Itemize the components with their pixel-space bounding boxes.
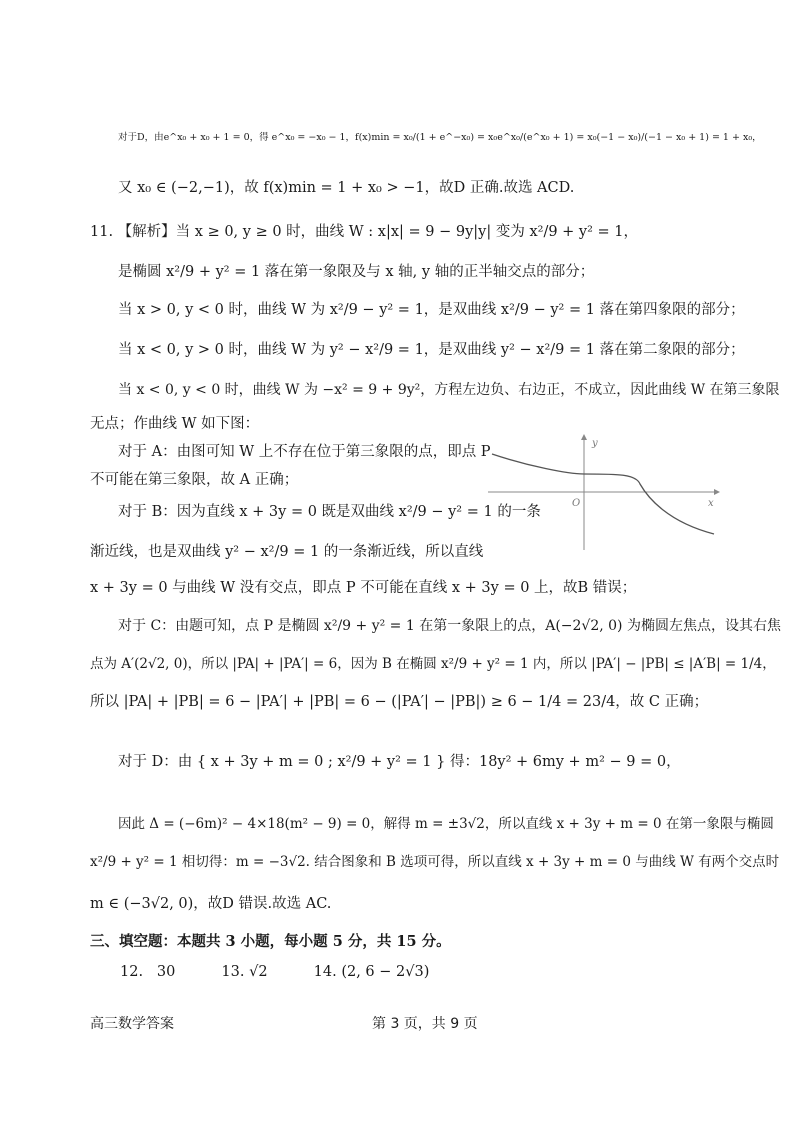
line-option-c-3: 所以 |PA| + |PB| = 6 − |PA′| + |PB| = 6 − (|PA′| − |PB|) ≥ 6 − 1/4 = 23/4，故 C 正确； (90, 694, 709, 710)
line-option-d-conclusion: m ∈ (−3√2, 0)，故D 错误.故选 AC. (90, 896, 332, 912)
footer-page-number: 第 3 页，共 9 页 (372, 1016, 478, 1032)
line-option-b-1: 对于 B：因为直线 x + 3y = 0 既是双曲线 x²/9 − y² = 1 的一条 (118, 504, 541, 520)
y-axis-arrow (581, 434, 587, 440)
line-q11-quadrant4: 当 x > 0, y < 0 时，曲线 W 为 x²/9 − y² = 1，是双曲线 x²/9 − y² = 1 落在第四象限的部分； (118, 302, 745, 318)
line-option-d-tangent: x²/9 + y² = 1 相切得：m = −3√2. 结合图象和 B 选项可得，所以直线 x + 3y + m = 0 与曲线 W 有两个交点时 (90, 854, 780, 870)
line-d-derivation: 对于D，由e^x₀ + x₀ + 1 = 0，得 e^x₀ = −x₀ − 1，f(x)min = x₀/(1 + e^−x₀) = x₀e^x₀/(e^x₀ + 1) = x₀(−1 − x₀)/(−1 − x₀ + 1) = 1 + x₀， (118, 132, 762, 143)
x-axis-arrow (714, 489, 720, 495)
line-q11-draw: 无点；作曲线 W 如下图： (90, 416, 260, 432)
origin-label: O (572, 498, 581, 509)
line-option-c-1: 对于 C：由题可知，点 P 是椭圆 x²/9 + y² = 1 在第一象限上的点，A(−2√2, 0) 为椭圆左焦点，设其右焦 (118, 618, 781, 634)
line-q11-quadrant3: 当 x < 0, y < 0 时，曲线 W 为 −x² = 9 + 9y²，方程左边负、右边正，不成立，因此曲线 W 在第三象限 (118, 382, 780, 398)
line-q11-ellipse: 是椭圆 x²/9 + y² = 1 落在第一象限及与 x 轴, y 轴的正半轴交点的部分； (118, 264, 595, 280)
section-heading-fill-blank: 三、填空题：本题共 3 小题，每小题 5 分，共 15 分。 (90, 933, 451, 950)
x-axis-label: x (708, 498, 714, 509)
curve-w-graph (488, 432, 720, 550)
line-option-b-2: 渐近线，也是双曲线 y² − x²/9 = 1 的一条渐近线，所以直线 (90, 544, 484, 560)
answers-line: 12. 30 13. √2 14. (2, 6 − 2√3) (120, 964, 430, 980)
line-option-a-1: 对于 A：由图可知 W 上不存在位于第三象限的点，即点 P (118, 444, 491, 460)
line-option-d-discriminant: 因此 Δ = (−6m)² − 4×18(m² − 9) = 0，解得 m = ±3√2，所以直线 x + 3y + m = 0 在第一象限与椭圆 (118, 816, 774, 832)
line-option-a-2: 不可能在第三象限，故 A 正确； (90, 472, 299, 488)
line-q11-header: 11. 【解析】当 x ≥ 0, y ≥ 0 时，曲线 W : x|x| = 9 − 9y|y| 变为 x²/9 + y² = 1， (90, 224, 639, 240)
y-axis-label: y (592, 438, 598, 449)
line-option-d-system: 对于 D：由 { x + 3y + m = 0 ; x²/9 + y² = 1 } 得：18y² + 6my + m² − 9 = 0， (118, 754, 681, 770)
line-option-c-2: 点为 A′(2√2, 0)，所以 |PA| + |PA′| = 6，因为 B 在椭圆 x²/9 + y² = 1 内，所以 |PA′| − |PB| ≤ |A′B| = 1/4， (90, 656, 776, 672)
line-q11-quadrant2: 当 x < 0, y > 0 时，曲线 W 为 y² − x²/9 = 1，是双曲线 y² − x²/9 = 1 落在第二象限的部分； (118, 342, 745, 358)
curve-w-path (492, 454, 714, 534)
footer-left: 高三数学答案 (90, 1016, 174, 1032)
curve-w-figure (488, 432, 720, 550)
line-option-b-3: x + 3y = 0 与曲线 W 没有交点，即点 P 不可能在直线 x + 3y = 0 上，故B 错误； (90, 580, 637, 596)
line-d-conclusion: 又 x₀ ∈ (−2,−1)，故 f(x)min = 1 + x₀ > −1，故D 正确.故选 ACD. (118, 180, 575, 196)
